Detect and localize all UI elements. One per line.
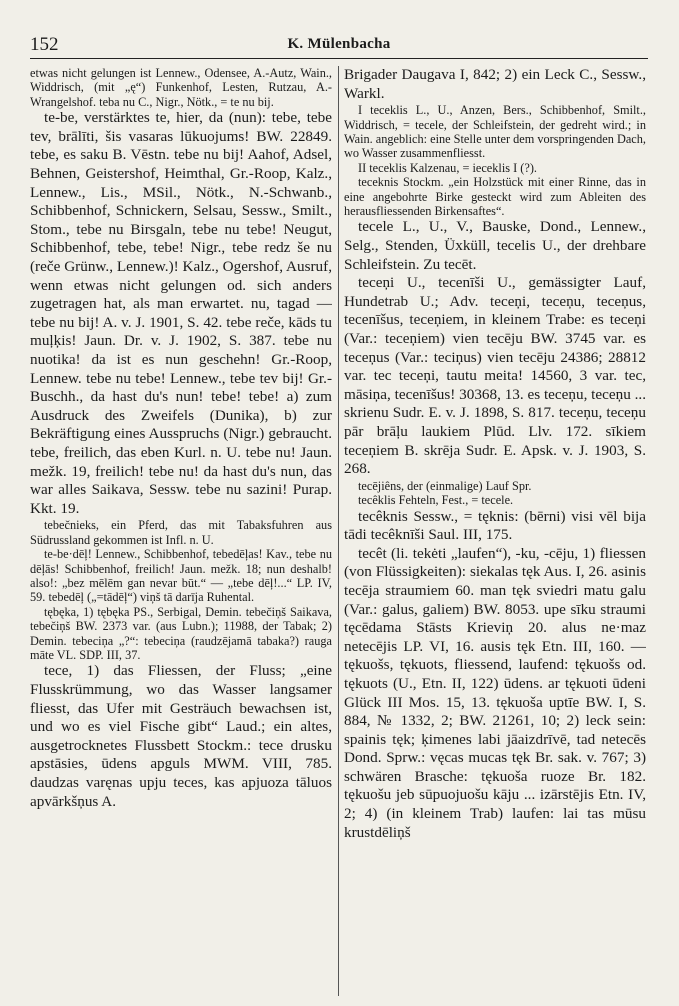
dictionary-entry: tecêt (li. tekėti „laufen“), -ku, -cēju, 1) fliessen (von Flüssigkeiten): siekalas tęk Aus. I, 26. asinis tecēja straumiem 60. man tęk sviedri matu galu (Var.: galus, galiem) BW. 8053. upe sīku straumi tęcēdama Stāsts Krieviņ 20. alus ne·maz netecējis LP. VI, 16. ausis tęk Etn. III, 160. — tękuošs, tękuots, fliessend, laufend: tękuošs od. tękuots (U., Etn. II, 122) ūdens. ar tękuoti ūdeni Glück III Mos. 15, 13. tękuoša uptīe BW. I, S. 884, № 1332, 2; BW. 21261, 10; 2) leck sein: spainis tęk; ķimenes labi jāaizdrīvē, tad netecēs Dond. Sprw.: vęcas mucas tęk Br. sak. v. 767; 3) schwären Brasche: tękuoša ruoze Br. 182. tękuošu jeb sūpuojuošu kāju ... izārstējis Etn. IV, 2; 4) (in kleinem Trab) laufen: lai tas mūsu krustdēliņš bbox=[344, 544, 646, 841]
dictionary-entry: tecêklis Fehteln, Fest., = tecele. bbox=[358, 493, 514, 508]
dictionary-entry: I teceklis L., U., Anzen, Bers., Schibbenhof, Smilt., Widdrisch, = tecele, der Schleifstein, der gedreht wird.; in Wain. angeblich: eine Stelle unter dem vorspringenden Dach, wo Wasser zusammenfliesst. bbox=[344, 103, 646, 161]
left-column bbox=[30, 66, 332, 996]
dictionary-entry: tecējiêns, der (einmalige) Lauf Spr. bbox=[358, 478, 532, 493]
right-column bbox=[344, 66, 646, 996]
dictionary-entry: tecele L., U., V., Bauske, Dond., Lennew., Selg., Stenden, Üxküll, tecelis U., der drehbare Schleifstein. Zu tecēt. bbox=[344, 218, 646, 273]
dictionary-entry: tecêknis Sessw., = tęknis: (bērni) visi vēl bija tādi tecêknīši Saul. III, 175. bbox=[344, 507, 646, 544]
dictionary-entry: te-be, verstärktes te, hier, da (nun): tebe, tebe tev, brālīti, šis vasaras lūkuojums! BW. 22849. tebe, es saku B. Vēstn. tebe nu bij! Aahof, Adsel, Behnen, Geistershof, Heimthal, Gr.-Roop, Kalz., Lennew., Lis., MSil., Nötk., N.-Schwanb., Schibbenhof, Schnickern, Selsau, Sessw., Smilt., Stom., tebe nu Birsgaln, tebe nu tebe! Neugut, Schibbenhof, tebe, tebe! Nigr., tebe redz še nu (reče Grünw., Lennew.)! Kalz., Ogershof, Ausruf, wenn etwas nicht gelungen od. sich anders zugetragen hat, als man erwartet. nu, tagad — tebe nu bij! A. v. J. 1901, S. 42. tebe reče, kāds tu muļķis! Jaun. Dr. v. J. 1902, S. 387. tebe nu nuotika! da ist es nun geschehn! Gr.-Roop, Lennew. tebe nu tebe! Lennew., tebe tev bij! Gr.-Buschh., da hast du's nun! tebe! tebe! a) zum Ausdruck des Zweifels (Dunika), b) zur Bekräftigung eines Ausspruchs (Nigr.) gebraucht. tebe, freilich, das eben Kurl. n. U. tebe nu! Jaun. mežk. 19, freilich! tebe nu! da hast du's nun, das war alles Saikava, Sessw. tebe nu sazini! Purap. Kkt. 19. bbox=[30, 109, 332, 517]
page-header bbox=[30, 34, 648, 56]
dictionary-entry: teceņi U., tecenīši U., gemässigter Lauf, Hundetrab U.; Adv. teceņi, teceņu, teceņus, tecenīšus, teceņiem, in kleinem Trabe: es teceņi (Var.: teceņiem) vien tecēju BW. 3745 var. es teceņus (Var.: teciņus) vien tecēju 24386; 28812 var. tec teceņi, tautu meita! 14560, 3 var. tec, māsiņa, tecenīšus! 30368, 13. es teceņu, teceņu ... skrienu Sudr. E. v. J. 1898, S. 817. teceņu, teceņu pār brāļu laukiem Plūd. Llv. 172. sīkiem teceņiem B. skrēja Sudr. E. Apsk. v. J. 1903, S. 268. bbox=[344, 274, 646, 478]
dictionary-entry: teceknis Stockm. „ein Holzstück mit einer Rinne, das in eine angebohrte Birke gesteckt wird zum Ableiten des herausfliessenden Birkensaftes“. bbox=[344, 175, 646, 219]
column-divider bbox=[338, 66, 339, 996]
dictionary-entry: te-be·dēļ! Lennew., Schibbenhof, tebedēļas! Kav., tebe nu dēļās! Schibbenhof, freilich! Jaun. mežk. 18; nun deshalb! also!: „bez mēlēm gan nevar būt.“ — „tebe dēļ!...“ LP. IV, 59. tebedēļ („=tādēļ“) viņš tā darīja Ruhental. bbox=[30, 547, 332, 605]
dictionary-entry: II teceklis Kalzenau, = ieceklis I (?). bbox=[358, 160, 538, 175]
dictionary-entry: Brigader Daugava I, 842; 2) ein Leck C., Sessw., Warkl. bbox=[344, 66, 646, 102]
page-number: 152 bbox=[30, 34, 59, 55]
dictionary-entry: tece, 1) das Fliessen, der Fluss; „eine Flusskrümmung, wo das Wasser langsamer fliesst, das Ufer mit Gesträuch bewachsen ist, und wo es viel Fische gibt“ Laud.; ein altes, ausgetrocknetes Flussbett Stockm.: tece drusku apstāsies, ūdens apguls MWM. VIII, 785. daudzas varęnas upju teces, kas apjuoza tāluos apvārkšņus A. bbox=[30, 662, 332, 810]
dictionary-entry: tebečnieks, ein Pferd, das mit Tabaksfuhren aus Südrussland gekommen ist Infl. n. U. bbox=[30, 518, 332, 547]
dictionary-entry: tębęka, 1) tębęka PS., Serbigal, Demin. tebečiņš Saikava, tebečiņš BW. 2373 var. (aus Lubn.); 11988, der Tabak; 2) Demin. tebeciņa „?“: tebeciņa (raudzējamā tabaka?) rauga māte VL. SDP. III, 37. bbox=[30, 604, 332, 662]
header-rule bbox=[30, 58, 648, 59]
dictionary-entry: etwas nicht gelungen ist Lennew., Odensee, A.-Autz, Wain., Widdrisch, (mit „ę“) Funkenhof, Lesten, Rutzau, A.-Wrangelshof. teba nu C., Nigr., Nötk., = te nu bij. bbox=[30, 66, 332, 109]
running-title: K. Mülenbacha bbox=[287, 36, 391, 52]
